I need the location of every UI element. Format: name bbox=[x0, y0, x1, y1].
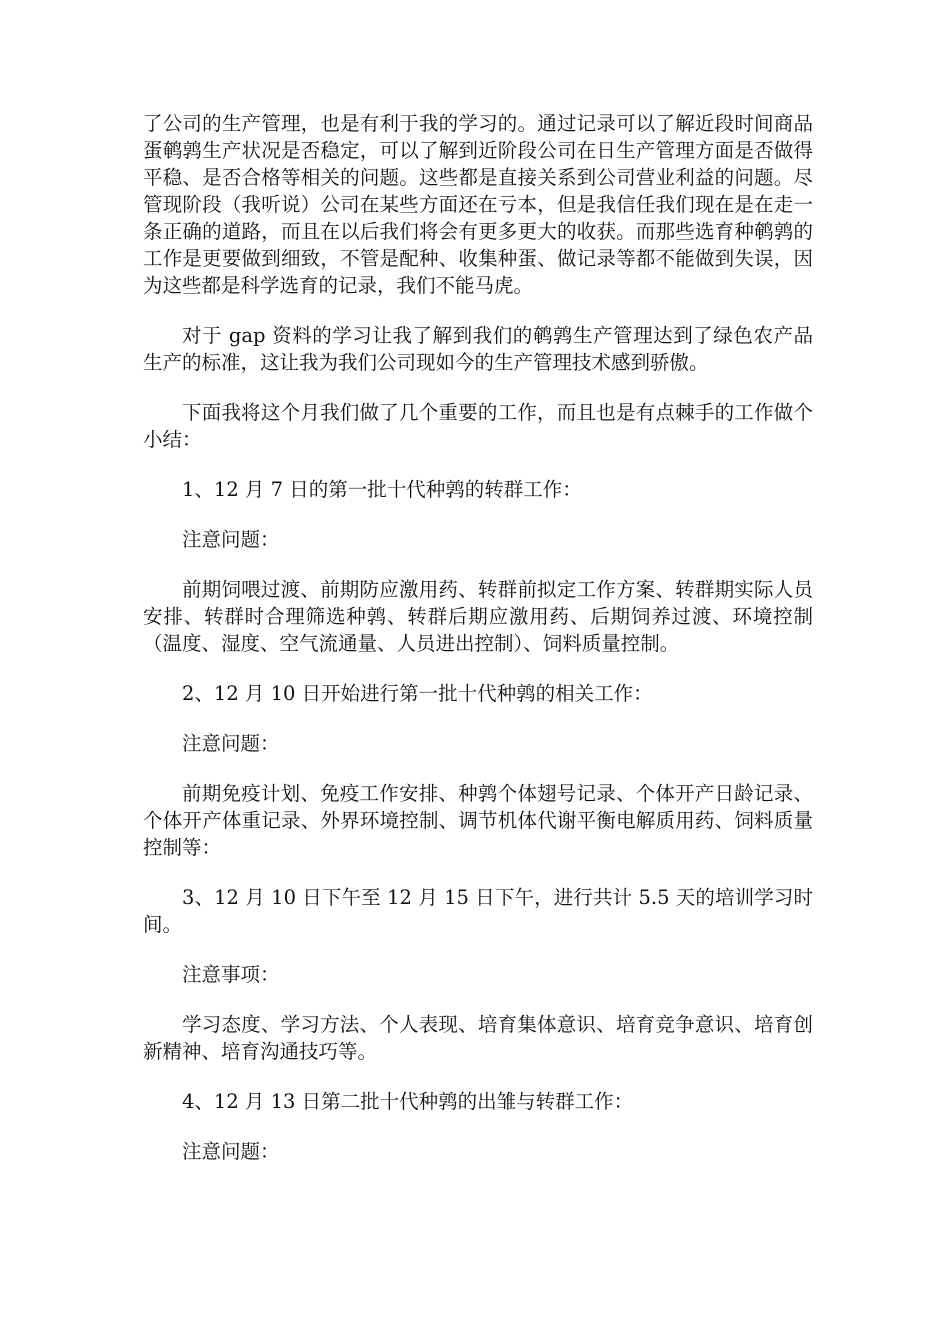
paragraph-item-4-note-label: 注意问题： bbox=[182, 1140, 280, 1163]
paragraph-summary-intro: 下面我将这个月我们做了几个重要的工作，而且也是有点棘手的工作做个小结： bbox=[143, 401, 813, 451]
document-body bbox=[143, 110, 813, 1165]
paragraph-item-2-notes: 前期免疫计划、免疫工作安排、种鹑个体翅号记录、个体开产日龄记录、个体开产体重记录、外界环境控制、调节机体代谢平衡电解质用药、饲料质量控制等： bbox=[143, 782, 813, 859]
paragraph-item-3-note-label: 注意事项： bbox=[182, 963, 280, 986]
paragraph-item-2-heading: 2、12 月 10 日开始进行第一批十代种鹑的相关工作： bbox=[182, 682, 653, 705]
paragraph-item-3-heading: 3、12 月 10 日下午至 12 月 15 日下午，进行共计 5.5 天的培训学习时间。 bbox=[143, 886, 813, 936]
paragraph-item-4-heading: 4、12 月 13 日第二批十代种鹑的出雏与转群工作： bbox=[182, 1090, 634, 1113]
paragraph-item-1-note-label: 注意问题： bbox=[182, 528, 280, 551]
paragraph-item-2-note-label: 注意问题： bbox=[182, 732, 280, 755]
paragraph-item-1-notes: 前期饲喂过渡、前期防应激用药、转群前拟定工作方案、转群期实际人员安排、转群时合理筛选种鹑、转群后期应激用药、后期饲养过渡、环境控制（温度、湿度、空气流通量、人员进出控制）、饲料质量控制。 bbox=[143, 578, 813, 655]
paragraph-production-records: 了公司的生产管理，也是有利于我的学习的。通过记录可以了解近段时间商品蛋鹌鹑生产状况是否稳定，可以了解到近阶段公司在日生产管理方面是否做得平稳、是否合格等相关的问题。这些都是直接关系到公司营业利益的问题。尽管现阶段（我听说）公司在某些方面还在亏本，但是我信任我们现在是在走一条正确的道路，而且在以后我们将会有更多更大的收获。而那些选育种鹌鹑的工作是更要做到细致，不管是配种、收集种蛋、做记录等都不能做到失误，因为这些都是科学选育的记录，我们不能马虎。 bbox=[143, 112, 813, 297]
paragraph-item-3-notes: 学习态度、学习方法、个人表现、培育集体意识、培育竞争意识、培育创新精神、培育沟通技巧等。 bbox=[143, 1013, 813, 1063]
paragraph-item-1-heading: 1、12 月 7 日的第一批十代种鹑的转群工作： bbox=[182, 478, 582, 501]
paragraph-gap-study: 对于 gap 资料的学习让我了解到我们的鹌鹑生产管理达到了绿色农产品生产的标准，这让我为我们公司现如今的生产管理技术感到骄傲。 bbox=[143, 324, 813, 374]
